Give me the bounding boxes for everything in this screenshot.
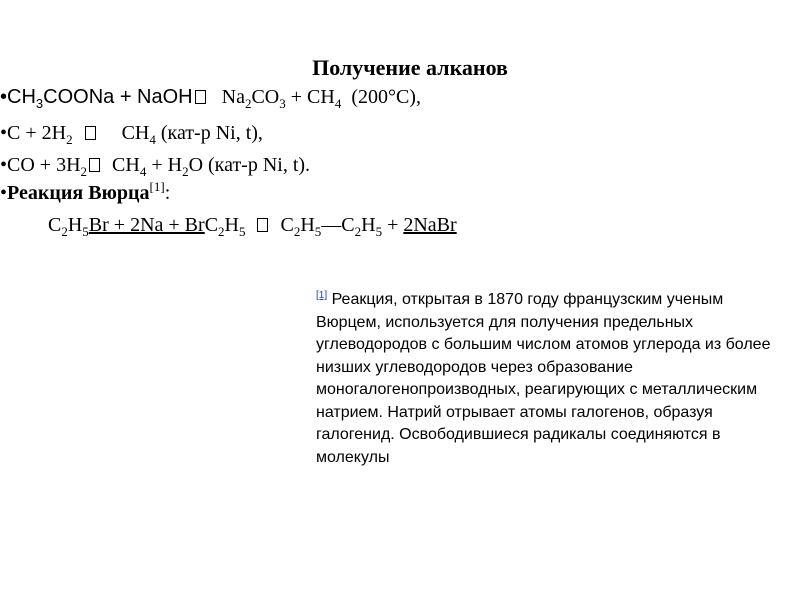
arrow-icon: [89, 158, 100, 172]
reaction-line-1: $•CH_3COONa$ + NaOH $Na_2CO_3 + CH_4$ (200°C),: [0, 86, 421, 111]
wurtz-equation: $C_2H_5Br + 2Na + BrC_2H_5$ $C_2H_5—C_2H_5$ + 2NaBr: [48, 214, 457, 239]
bullet: •: [0, 154, 8, 176]
footnote: [316, 289, 786, 469]
reaction-line-4: •Реакция Вюрца[1]:: [0, 179, 171, 204]
arrow-icon: [85, 126, 96, 140]
bullet: •: [0, 122, 8, 144]
reaction-line-3: •CO + $3H_2$ $CH_4 + H_2O$ (кат-р Ni, t).: [0, 154, 311, 179]
reaction-line-2: •C + $2H_2$ $CH_4$ (кат-р Ni, t),: [0, 122, 263, 147]
bullet: •: [0, 182, 8, 204]
page-title: Получение алканов: [312, 55, 508, 80]
arrow-icon: [195, 90, 206, 104]
arrow-icon: [257, 218, 268, 232]
bullet: •: [0, 86, 8, 108]
footnote-ref-link[interactable]: [1]: [316, 290, 328, 301]
footnote-text: Реакция, открытая в 1870 году французским ученым Вюрцем, используется для получения предельных углеводородов с большим числом атомов углерода из более низших углеводородов через образование моногалогенопроизводных, реагирующих с металлическим натрием. Натрий отрывает атомы галогенов, образуя галогенид. Освободившиеся радикалы соединяются в молекулы: [316, 291, 771, 466]
